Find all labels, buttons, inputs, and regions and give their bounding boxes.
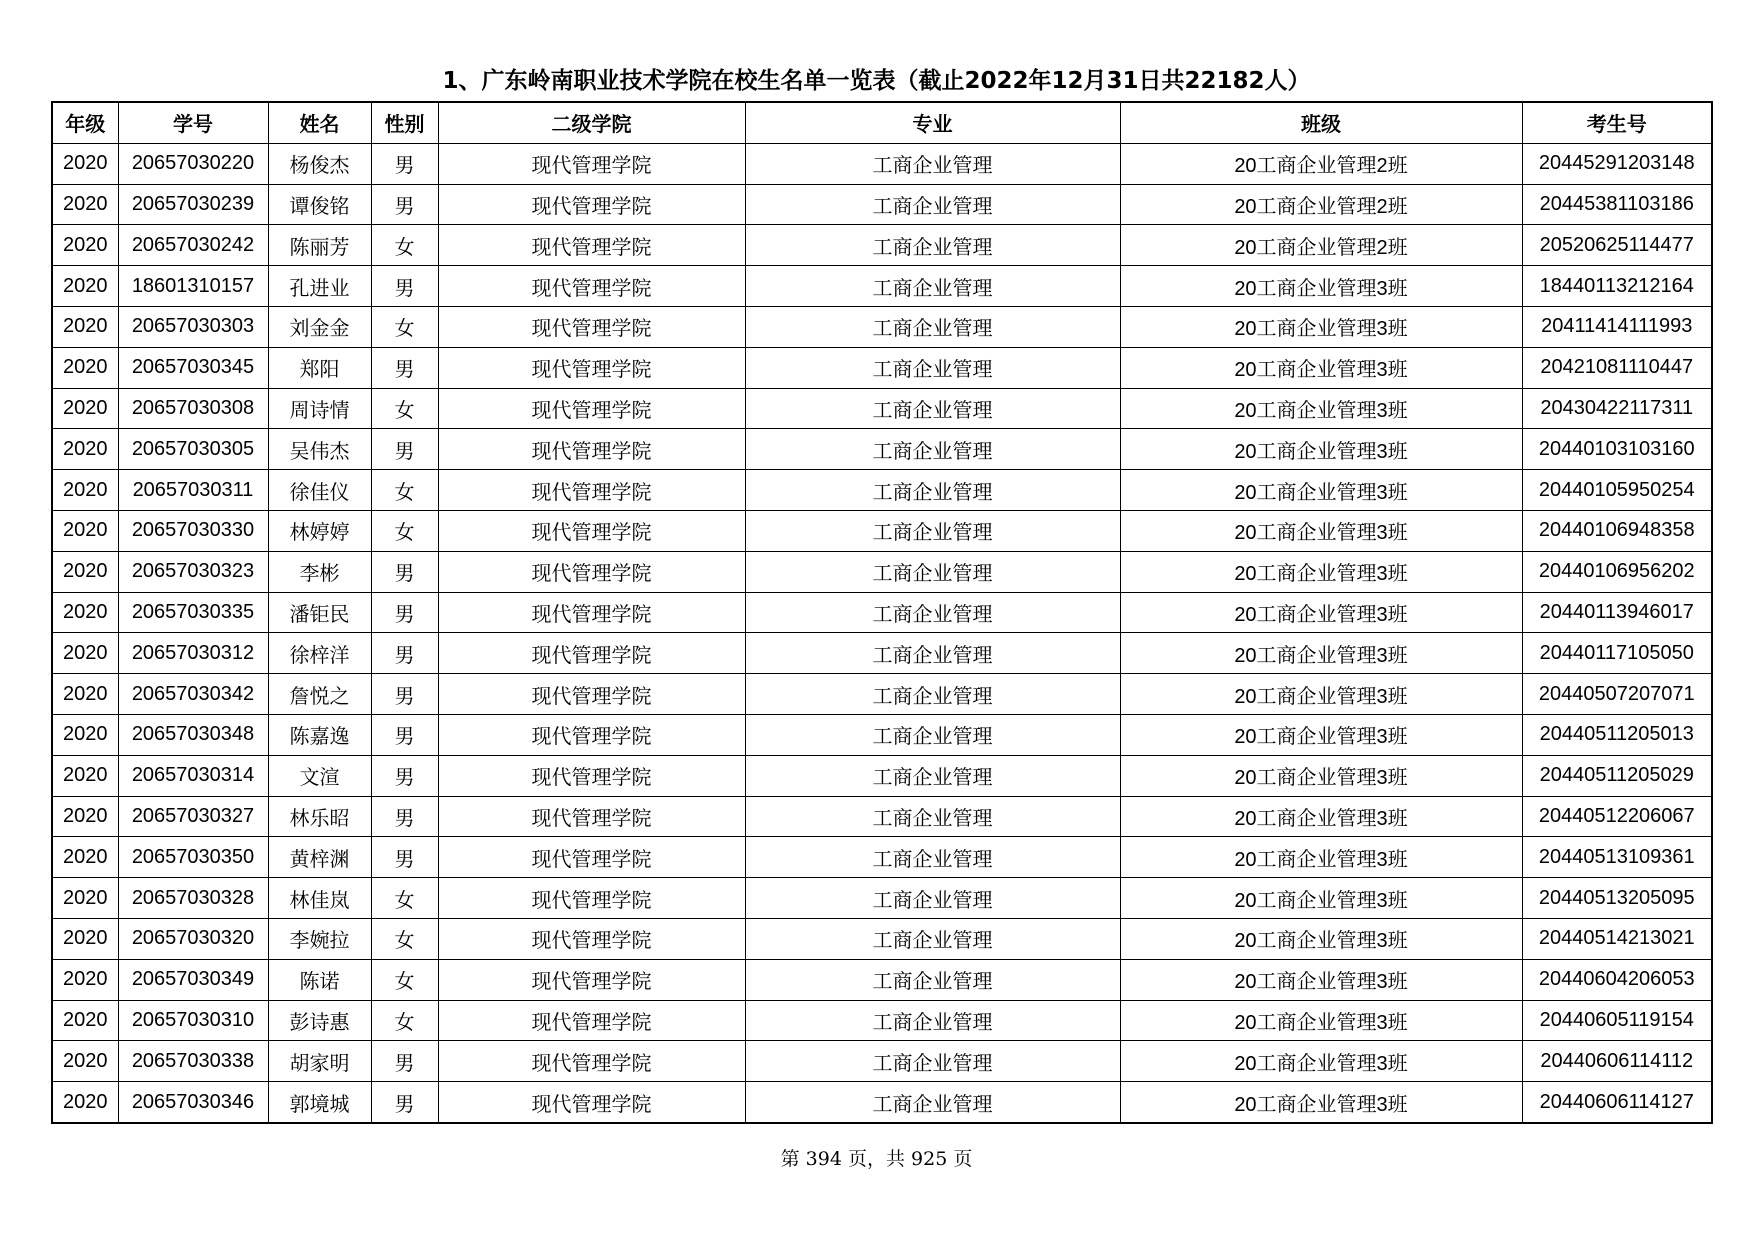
student-id-cell: 20657030323 (118, 551, 268, 592)
student-id-cell: 20657030338 (118, 1041, 268, 1082)
student-id-cell: 20657030312 (118, 633, 268, 674)
college-cell: 现代管理学院 (438, 796, 745, 837)
class-cell: 20工商企业管理2班 (1120, 184, 1522, 225)
page-footer: 第 394 页，共 925 页 (780, 1148, 973, 1170)
exam-number-cell: 20440512206067 (1522, 796, 1712, 837)
class-cell: 20工商企业管理3班 (1120, 837, 1522, 878)
header-name: 姓名 (268, 102, 371, 143)
table-body (52, 143, 1712, 1123)
gender-cell: 男 (371, 837, 438, 878)
student-id-cell: 20657030242 (118, 225, 268, 266)
college-cell: 现代管理学院 (438, 510, 745, 551)
name-cell: 郭境城 (268, 1082, 371, 1123)
major-cell: 工商企业管理 (745, 306, 1120, 347)
name-cell: 陈诺 (268, 959, 371, 1000)
grade-cell: 2020 (52, 1041, 118, 1082)
student-id-cell: 20657030346 (118, 1082, 268, 1123)
table-row (52, 388, 1712, 429)
table-row (52, 674, 1712, 715)
name-cell: 周诗情 (268, 388, 371, 429)
exam-number-cell: 20440106956202 (1522, 551, 1712, 592)
name-cell: 李婉拉 (268, 918, 371, 959)
table-row (52, 184, 1712, 225)
gender-cell: 男 (371, 1041, 438, 1082)
grade-cell: 2020 (52, 510, 118, 551)
grade-cell: 2020 (52, 551, 118, 592)
major-cell: 工商企业管理 (745, 755, 1120, 796)
student-id-cell: 18601310157 (118, 266, 268, 307)
name-cell: 郑阳 (268, 347, 371, 388)
table-row (52, 1082, 1712, 1123)
college-cell: 现代管理学院 (438, 1041, 745, 1082)
gender-cell: 女 (371, 388, 438, 429)
header-gender: 性别 (371, 102, 438, 143)
class-cell: 20工商企业管理3班 (1120, 470, 1522, 511)
student-id-cell: 20657030335 (118, 592, 268, 633)
class-cell: 20工商企业管理3班 (1120, 755, 1522, 796)
college-cell: 现代管理学院 (438, 551, 745, 592)
gender-cell: 男 (371, 551, 438, 592)
gender-cell: 女 (371, 510, 438, 551)
gender-cell: 男 (371, 714, 438, 755)
gender-cell: 男 (371, 592, 438, 633)
student-id-cell: 20657030305 (118, 429, 268, 470)
exam-number-cell: 20411414111993 (1522, 306, 1712, 347)
grade-cell: 2020 (52, 796, 118, 837)
major-cell: 工商企业管理 (745, 633, 1120, 674)
name-cell: 黄梓渊 (268, 837, 371, 878)
gender-cell: 男 (371, 347, 438, 388)
major-cell: 工商企业管理 (745, 1082, 1120, 1123)
major-cell: 工商企业管理 (745, 1000, 1120, 1041)
major-cell: 工商企业管理 (745, 470, 1120, 511)
gender-cell: 女 (371, 918, 438, 959)
name-cell: 林佳岚 (268, 878, 371, 919)
college-cell: 现代管理学院 (438, 388, 745, 429)
major-cell: 工商企业管理 (745, 796, 1120, 837)
gender-cell: 男 (371, 796, 438, 837)
name-cell: 刘金金 (268, 306, 371, 347)
class-cell: 20工商企业管理3班 (1120, 878, 1522, 919)
table-row (52, 266, 1712, 307)
student-id-cell: 20657030320 (118, 918, 268, 959)
college-cell: 现代管理学院 (438, 592, 745, 633)
class-cell: 20工商企业管理3班 (1120, 1041, 1522, 1082)
name-cell: 陈嘉逸 (268, 714, 371, 755)
student-roster-table (51, 101, 1713, 1124)
student-id-cell: 20657030310 (118, 1000, 268, 1041)
name-cell: 杨俊杰 (268, 143, 371, 184)
grade-cell: 2020 (52, 674, 118, 715)
student-id-cell: 20657030311 (118, 470, 268, 511)
college-cell: 现代管理学院 (438, 674, 745, 715)
class-cell: 20工商企业管理3班 (1120, 592, 1522, 633)
exam-number-cell: 20440606114127 (1522, 1082, 1712, 1123)
grade-cell: 2020 (52, 470, 118, 511)
grade-cell: 2020 (52, 878, 118, 919)
major-cell: 工商企业管理 (745, 429, 1120, 470)
header-exam-number: 考生号 (1522, 102, 1712, 143)
major-cell: 工商企业管理 (745, 959, 1120, 1000)
grade-cell: 2020 (52, 429, 118, 470)
gender-cell: 男 (371, 1082, 438, 1123)
name-cell: 李彬 (268, 551, 371, 592)
class-cell: 20工商企业管理3班 (1120, 959, 1522, 1000)
table-row (52, 878, 1712, 919)
grade-cell: 2020 (52, 714, 118, 755)
grade-cell: 2020 (52, 306, 118, 347)
exam-number-cell: 20440513109361 (1522, 837, 1712, 878)
college-cell: 现代管理学院 (438, 918, 745, 959)
exam-number-cell: 20440514213021 (1522, 918, 1712, 959)
name-cell: 潘钜民 (268, 592, 371, 633)
gender-cell: 女 (371, 306, 438, 347)
class-cell: 20工商企业管理3班 (1120, 510, 1522, 551)
college-cell: 现代管理学院 (438, 225, 745, 266)
class-cell: 20工商企业管理3班 (1120, 347, 1522, 388)
student-id-cell: 20657030330 (118, 510, 268, 551)
student-id-cell: 20657030239 (118, 184, 268, 225)
student-id-cell: 20657030327 (118, 796, 268, 837)
gender-cell: 男 (371, 266, 438, 307)
class-cell: 20工商企业管理3班 (1120, 918, 1522, 959)
name-cell: 陈丽芳 (268, 225, 371, 266)
student-id-cell: 20657030308 (118, 388, 268, 429)
table-row (52, 347, 1712, 388)
exam-number-cell: 20440117105050 (1522, 633, 1712, 674)
table-row (52, 1000, 1712, 1041)
grade-cell: 2020 (52, 1000, 118, 1041)
document-title: 1、广东岭南职业技术学院在校生名单一览表（截止2022年12月31日共22182人） (442, 68, 1311, 94)
name-cell: 徐佳仪 (268, 470, 371, 511)
exam-number-cell: 20440606114112 (1522, 1041, 1712, 1082)
class-cell: 20工商企业管理3班 (1120, 1000, 1522, 1041)
exam-number-cell: 20430422117311 (1522, 388, 1712, 429)
name-cell: 詹悦之 (268, 674, 371, 715)
student-id-cell: 20657030348 (118, 714, 268, 755)
exam-number-cell: 20440507207071 (1522, 674, 1712, 715)
name-cell: 彭诗惠 (268, 1000, 371, 1041)
major-cell: 工商企业管理 (745, 878, 1120, 919)
table-row (52, 714, 1712, 755)
class-cell: 20工商企业管理3班 (1120, 1082, 1522, 1123)
name-cell: 孔进业 (268, 266, 371, 307)
table-row (52, 837, 1712, 878)
major-cell: 工商企业管理 (745, 714, 1120, 755)
gender-cell: 男 (371, 633, 438, 674)
gender-cell: 男 (371, 755, 438, 796)
student-id-cell: 20657030345 (118, 347, 268, 388)
exam-number-cell: 20440113946017 (1522, 592, 1712, 633)
exam-number-cell: 20445381103186 (1522, 184, 1712, 225)
student-id-cell: 20657030350 (118, 837, 268, 878)
class-cell: 20工商企业管理3班 (1120, 633, 1522, 674)
student-id-cell: 20657030303 (118, 306, 268, 347)
grade-cell: 2020 (52, 347, 118, 388)
exam-number-cell: 20440105950254 (1522, 470, 1712, 511)
table-row (52, 225, 1712, 266)
major-cell: 工商企业管理 (745, 388, 1120, 429)
table-header-row (52, 102, 1712, 143)
name-cell: 胡家明 (268, 1041, 371, 1082)
grade-cell: 2020 (52, 959, 118, 1000)
exam-number-cell: 20440511205013 (1522, 714, 1712, 755)
grade-cell: 2020 (52, 1082, 118, 1123)
major-cell: 工商企业管理 (745, 510, 1120, 551)
major-cell: 工商企业管理 (745, 592, 1120, 633)
header-college: 二级学院 (438, 102, 745, 143)
table-row (52, 918, 1712, 959)
student-id-cell: 20657030342 (118, 674, 268, 715)
gender-cell: 女 (371, 878, 438, 919)
name-cell: 吴伟杰 (268, 429, 371, 470)
grade-cell: 2020 (52, 184, 118, 225)
table-row (52, 592, 1712, 633)
table-row (52, 959, 1712, 1000)
exam-number-cell: 18440113212164 (1522, 266, 1712, 307)
student-id-cell: 20657030220 (118, 143, 268, 184)
name-cell: 徐梓洋 (268, 633, 371, 674)
college-cell: 现代管理学院 (438, 959, 745, 1000)
gender-cell: 女 (371, 959, 438, 1000)
student-id-cell: 20657030314 (118, 755, 268, 796)
college-cell: 现代管理学院 (438, 755, 745, 796)
exam-number-cell: 20440511205029 (1522, 755, 1712, 796)
college-cell: 现代管理学院 (438, 306, 745, 347)
college-cell: 现代管理学院 (438, 633, 745, 674)
name-cell: 文渲 (268, 755, 371, 796)
exam-number-cell: 20440604206053 (1522, 959, 1712, 1000)
grade-cell: 2020 (52, 633, 118, 674)
major-cell: 工商企业管理 (745, 918, 1120, 959)
major-cell: 工商企业管理 (745, 347, 1120, 388)
grade-cell: 2020 (52, 225, 118, 266)
class-cell: 20工商企业管理3班 (1120, 796, 1522, 837)
table-row (52, 470, 1712, 511)
major-cell: 工商企业管理 (745, 674, 1120, 715)
class-cell: 20工商企业管理3班 (1120, 551, 1522, 592)
header-student-id: 学号 (118, 102, 268, 143)
table-row (52, 510, 1712, 551)
exam-number-cell: 20440605119154 (1522, 1000, 1712, 1041)
class-cell: 20工商企业管理3班 (1120, 714, 1522, 755)
gender-cell: 男 (371, 674, 438, 715)
student-id-cell: 20657030328 (118, 878, 268, 919)
gender-cell: 女 (371, 225, 438, 266)
grade-cell: 2020 (52, 266, 118, 307)
grade-cell: 2020 (52, 143, 118, 184)
major-cell: 工商企业管理 (745, 266, 1120, 307)
class-cell: 20工商企业管理2班 (1120, 225, 1522, 266)
table-row (52, 633, 1712, 674)
college-cell: 现代管理学院 (438, 347, 745, 388)
table-row (52, 429, 1712, 470)
major-cell: 工商企业管理 (745, 143, 1120, 184)
exam-number-cell: 20421081110447 (1522, 347, 1712, 388)
gender-cell: 女 (371, 470, 438, 511)
exam-number-cell: 20440513205095 (1522, 878, 1712, 919)
college-cell: 现代管理学院 (438, 184, 745, 225)
grade-cell: 2020 (52, 837, 118, 878)
grade-cell: 2020 (52, 388, 118, 429)
college-cell: 现代管理学院 (438, 714, 745, 755)
exam-number-cell: 20445291203148 (1522, 143, 1712, 184)
header-grade: 年级 (52, 102, 118, 143)
college-cell: 现代管理学院 (438, 837, 745, 878)
college-cell: 现代管理学院 (438, 143, 745, 184)
exam-number-cell: 20440106948358 (1522, 510, 1712, 551)
college-cell: 现代管理学院 (438, 470, 745, 511)
class-cell: 20工商企业管理3班 (1120, 306, 1522, 347)
student-id-cell: 20657030349 (118, 959, 268, 1000)
major-cell: 工商企业管理 (745, 551, 1120, 592)
class-cell: 20工商企业管理3班 (1120, 674, 1522, 715)
gender-cell: 男 (371, 184, 438, 225)
grade-cell: 2020 (52, 592, 118, 633)
table-row (52, 755, 1712, 796)
exam-number-cell: 20440103103160 (1522, 429, 1712, 470)
table-row (52, 306, 1712, 347)
college-cell: 现代管理学院 (438, 266, 745, 307)
grade-cell: 2020 (52, 755, 118, 796)
table-row (52, 143, 1712, 184)
college-cell: 现代管理学院 (438, 429, 745, 470)
class-cell: 20工商企业管理3班 (1120, 388, 1522, 429)
major-cell: 工商企业管理 (745, 225, 1120, 266)
name-cell: 林婷婷 (268, 510, 371, 551)
gender-cell: 男 (371, 143, 438, 184)
exam-number-cell: 20520625114477 (1522, 225, 1712, 266)
header-class: 班级 (1120, 102, 1522, 143)
grade-cell: 2020 (52, 918, 118, 959)
gender-cell: 女 (371, 1000, 438, 1041)
major-cell: 工商企业管理 (745, 837, 1120, 878)
table-row (52, 551, 1712, 592)
class-cell: 20工商企业管理2班 (1120, 143, 1522, 184)
header-major: 专业 (745, 102, 1120, 143)
college-cell: 现代管理学院 (438, 1082, 745, 1123)
gender-cell: 男 (371, 429, 438, 470)
table-row (52, 796, 1712, 837)
name-cell: 林乐昭 (268, 796, 371, 837)
college-cell: 现代管理学院 (438, 1000, 745, 1041)
class-cell: 20工商企业管理3班 (1120, 429, 1522, 470)
name-cell: 谭俊铭 (268, 184, 371, 225)
class-cell: 20工商企业管理3班 (1120, 266, 1522, 307)
major-cell: 工商企业管理 (745, 184, 1120, 225)
college-cell: 现代管理学院 (438, 878, 745, 919)
table-row (52, 1041, 1712, 1082)
major-cell: 工商企业管理 (745, 1041, 1120, 1082)
